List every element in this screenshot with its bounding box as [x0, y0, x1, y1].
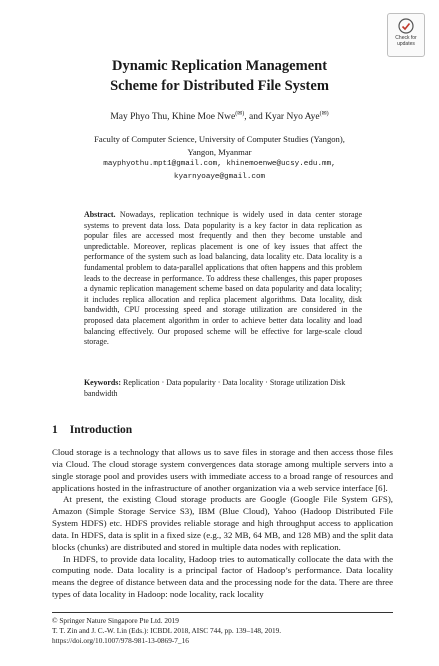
paragraph: At present, the existing Cloud storage products are Google (Google File System GFS), Amazon (Simple Storage Service S3), IBM (Blue Cloud), Yahoo (Hadoop Distributed File System HDFS) etc. HDFS provides reliable storage and high throughput access to application data. In HDFS, data is split in a fixed size (e.g., 32 MB, 64 MB, and 128 MB) and the split data blocks (chunks) are distributed and stored in multiple data nodes with replication. — [52, 494, 393, 552]
author-email[interactable]: kyarnyoaye@gmail.com — [173, 172, 266, 181]
section-title: Introduction — [69, 424, 133, 436]
citation-line: T. T. Zin and J. C.-W. Lin (Eds.): ICBDL 2018, AISC 744, pp. 139–148, 2019. — [52, 625, 282, 635]
check-for-updates-label: Check for updates — [395, 35, 417, 47]
author-names-tail: , and Kyar Nyo Aye — [244, 112, 320, 123]
affiliation-city: Yangon, Myanmar — [187, 146, 252, 157]
check-for-updates-icon — [398, 18, 414, 34]
author-emails[interactable]: mayphyothu.mpt1@gmail.com, khinemoenwe@ucsy.edu.mm, — [103, 160, 336, 168]
section-heading — [52, 424, 132, 436]
section-number: 1 — [52, 424, 58, 436]
check-for-updates-badge[interactable] — [387, 13, 425, 57]
author-names: May Phyo Thu, Khine Moe Nwe — [110, 112, 236, 123]
affiliation-line: Faculty of Computer Science, University of Computer Studies (Yangon), — [94, 134, 345, 144]
paragraph: Cloud storage is a technology that allows us to save files in storage and then access those files via Cloud. The cloud storage system convergences data storage among multiple servers into a single storage pool and provides users with immediate access to a broad range of resources and applications hosted in the infrastructure of another organization via a web service interface [6]. — [52, 447, 393, 493]
corresponding-mark: (✉) — [235, 111, 245, 117]
keywords-text: Replication · Data popularity · Data locality · Storage utilization Disk bandwidth — [84, 378, 346, 398]
keywords — [84, 378, 362, 399]
corresponding-mark: (✉) — [319, 111, 329, 117]
author-list — [0, 108, 439, 124]
abstract — [84, 210, 362, 348]
paragraph: In HDFS, to provide data locality, Hadoop tries to automatically collocate the data with the computing node. Data locality is a principal factor of Hadoop’s performance. Data locality means the degree of distance between data and the processing node for the data. There are three types of data locality in Hadoop: node locality, rack locality — [52, 553, 393, 600]
copyright-line: © Springer Nature Singapore Pte Ltd. 2019 — [52, 616, 179, 625]
abstract-label: Abstract. — [84, 210, 116, 219]
footer — [52, 612, 393, 645]
affiliation — [0, 133, 439, 183]
doi-link[interactable]: https://doi.org/10.1007/978-981-13-0869-7_16 — [52, 635, 189, 645]
paper-title: Dynamic Replication Management Scheme for Distributed File System — [110, 58, 329, 94]
keywords-label: Keywords: — [84, 378, 122, 387]
abstract-text: Nowadays, replication technique is widely used in data center storage systems to prevent data loss. Data popularity is a key factor in data replication as popular files are accessed most frequently and then they become unstable and unpredictable. Moreover, replicas placement is one of key issues that affect the performance of the system such as load balancing, data locality etc. Data locality is a fundamental problem to data-parallel applications that often happens and this problem leads to the decrease in performance. To address these challenges, this paper proposes a dynamic replication management scheme based on data popularity and data locality; it includes replica allocation and replica placement algorithms. Data locality, disk bandwidth, CPU processing speed and storage utilization are considered in the proposed data placement algorithm in order to achieve better data locality and load balancing effectively. Our proposed scheme will be effective for large-scale cloud storage. — [84, 210, 362, 347]
body-text — [52, 447, 393, 601]
